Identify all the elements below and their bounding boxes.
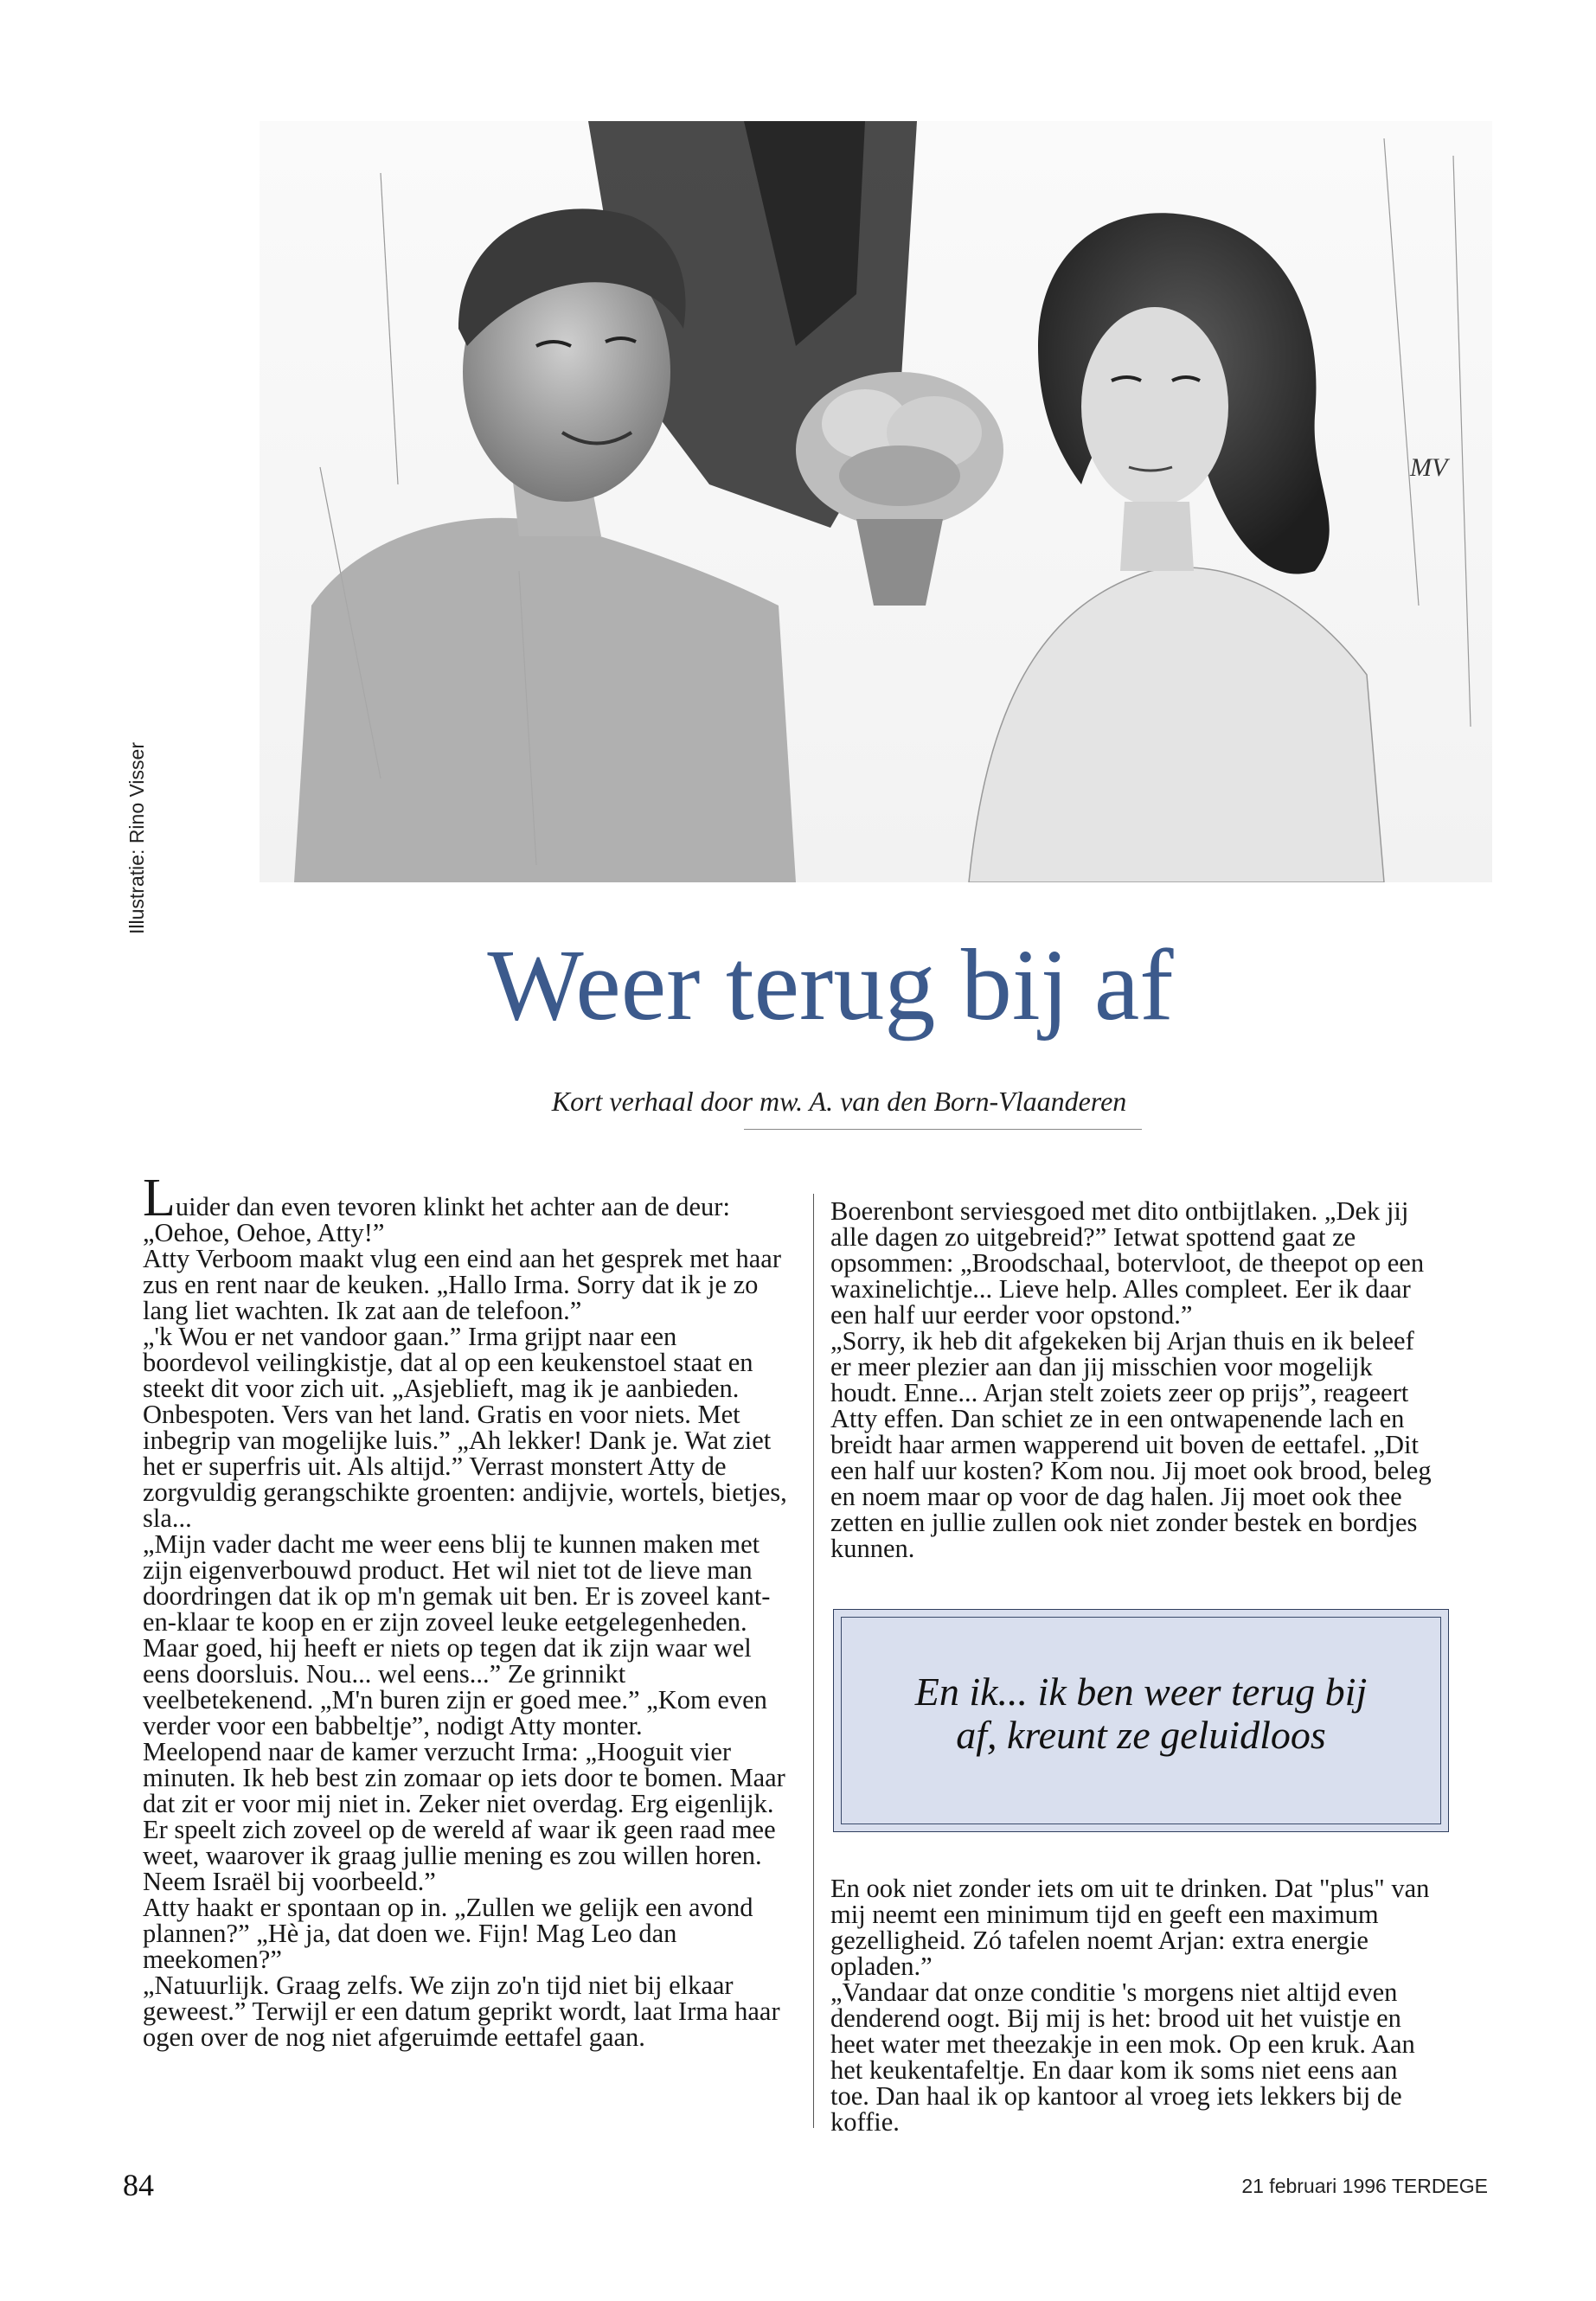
article-text-left: uider dan even tevoren klinkt het achter aan de deur: „Oehoe, Oehoe, Atty!” Atty Verboom maakt vlug een eind aan het gesprek met haar zus en rent naar de keuken. „Hallo Irma. Sorry dat ik je zo lang liet wachten. Ik zat aan de telefoon.” „'k Wou er net vandoor gaan.” Irma grijpt naar een boordevol veilingkistje, dat al op een keukenstoel staat en steekt dit voor zich uit. „Asjeblieft, mag ik je aanbieden. Onbespoten. Vers van het land. Gratis en voor niets. Met inbegrip van mogelijke luis.” „Ah lekker! Dank je. Wat ziet het er superfris uit. Als altijd.” Verrast monstert Atty de zorgvuldig gerangschikte groenten: andijvie, wortels, bietjes, sla... „Mijn vader dacht me weer eens blij te kunnen maken met zijn eigenverbouwd product. Het wil niet tot de lieve man doordringen dat ik op m'n gemak uit ben. Er is zoveel kant-en-klaar te koop en er zijn zoveel leuke eetgelegenheden. Maar goed, hij heeft er niets op tegen dat ik zijn waar wel eens doorsluis. Nou... wel eens...” Ze grinnikt veelbetekenend. „M'n buren zijn er goed mee.” „Kom even verder voor een babbeltje”, nodigt Atty monter. Meelopend naar de kamer verzucht Irma: „Hooguit vier minuten. Ik heb best zin zomaar op iets door te bomen. Maar dat zit er voor mij niet in. Zeker niet overdag. Erg eigenlijk. Er speelt zich zoveel op de wereld af waar ik geen raad mee weet, waarover ik graag jullie mening es zou willen horen. Neem Israël bij voorbeeld.” Atty haakt er spontaan op in. „Zullen we gelijk een avond plannen?” „Hè ja, dat doen we. Fijn! Mag Leo dan meekomen?” „Natuurlijk. Graag zelfs. We zijn zo'n tijd niet bij elkaar geweest.” Terwijl er een datum geprikt wordt, laat Irma haar ogen over de nog niet afgeruimde eettafel gaan. bbox=[143, 1192, 787, 2052]
page-number: 84 bbox=[123, 2168, 154, 2202]
woman-face bbox=[1081, 307, 1228, 506]
byline-rule bbox=[744, 1129, 1142, 1130]
article-title: Weer terug bij af bbox=[487, 928, 1174, 1042]
pull-quote-line-2: af, kreunt ze geluidloos bbox=[956, 1713, 1326, 1757]
pull-quote-line-1: En ik... ik ben weer terug bij bbox=[914, 1670, 1368, 1714]
man-shirt bbox=[294, 518, 796, 882]
column-divider bbox=[813, 1194, 814, 2128]
pull-quote-text bbox=[834, 1670, 1448, 1757]
drop-cap: L bbox=[143, 1169, 176, 1227]
article-column-right-top: Boerenbont serviesgoed met dito ontbijtlaken. „Dek jij alle dagen zo uitgebreid?” Ietwat spottend gaat ze opsommen: „Broodschaal, botervloot, de theepot op een waxinelichtje... Lieve help. Alles compleet. Eer ik daar een half uur eerder voor opstond.” „Sorry, ik heb dit afgekeken bij Arjan thuis en ik beleef er meer plezier aan dan jij misschien voor mogelijk houdt. Enne... Arjan stelt zoiets zeer op prijs”, reageert Atty effen. Dan schiet ze in een ontwapenende lach en breidt haar armen wapperend uit boven de eettafel. „Dit een half uur kosten? Kom nou. Jij moet ook brood, beleg en noem maar op voor de dag halen. Jij moet ook thee zetten en jullie zullen ook niet zonder bestek en bordjes kunnen. bbox=[830, 1196, 1432, 1563]
pencil-drawing bbox=[260, 121, 1492, 882]
issue-info: 21 februari 1996 TERDEGE bbox=[1241, 2175, 1488, 2197]
pull-quote-box bbox=[833, 1609, 1449, 1832]
woman-sweater bbox=[969, 567, 1384, 882]
artist-signature: MV bbox=[1410, 453, 1448, 482]
article-byline: Kort verhaal door mw. A. van den Born-Vlaanderen bbox=[551, 1086, 1127, 1117]
woman-neck bbox=[1120, 502, 1194, 571]
article-column-left bbox=[143, 1169, 787, 2052]
flower-bouquet bbox=[796, 372, 1003, 606]
story-illustration bbox=[260, 121, 1492, 882]
illustration-credit: Illustratie: Rino Visser bbox=[125, 742, 148, 934]
article-column-right-bottom: En ook niet zonder iets om uit te drinken. Dat "plus" van mij neemt een minimum tijd en geeft een maximum gezelligheid. Zó tafelen noemt Arjan: extra energie opladen.” „Vandaar dat onze conditie 's morgens niet altijd even denderend oogt. Bij mij is het: brood uit het vuistje en heet water met theezakje in een mok. Op een kruk. Aan het keukentafeltje. En daar kom ik soms niet eens aan toe. Dan haal ik op kantoor al vroeg iets lekkers bij de koffie. bbox=[830, 1874, 1430, 2137]
